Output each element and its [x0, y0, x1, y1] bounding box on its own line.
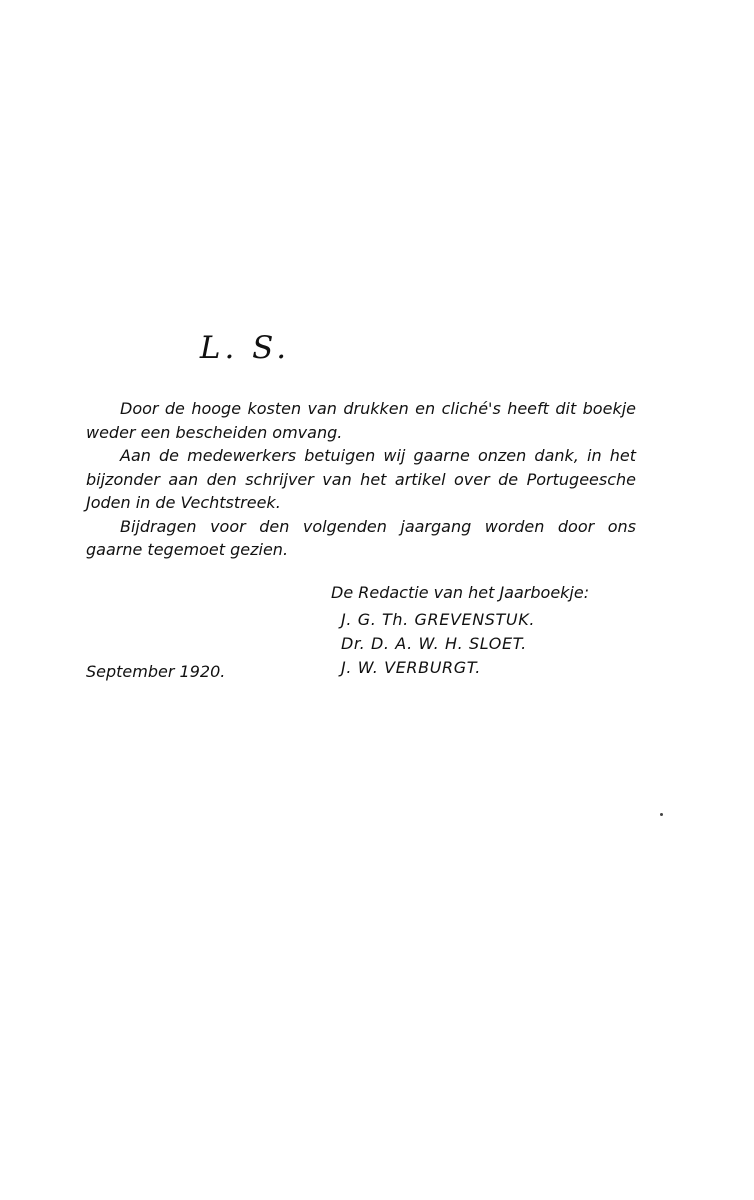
paragraph-contributions: Bijdragen voor den volgenden jaargang worden door ons gaarne tegemoet gezien.	[86, 516, 636, 559]
editor-name: Dr. D. A. W. H. SLOET.	[341, 634, 527, 653]
editor-name: J. W. VERBURGT.	[341, 658, 481, 677]
signature-intro: De Redactie van het Jaarboekje:	[331, 583, 590, 602]
date-line: September 1920.	[86, 662, 226, 681]
paragraph-costs: Door de hooge kosten van drukken en cliché's heeft dit boekje weder een bescheiden omvang.	[86, 399, 636, 442]
signature-block	[331, 581, 589, 680]
paragraph-thanks: Aan de medewerkers betuigen wij gaarne onzen dank, in het bijzonder aan den schrijver van het artikel over de Portugeesche Joden in de Vechtstreek.	[86, 446, 636, 512]
editor-names	[341, 608, 589, 680]
body-text	[86, 397, 636, 562]
print-speck	[660, 813, 663, 816]
editor-name: J. G. Th. GREVENSTUK.	[341, 610, 536, 629]
page-heading: L. S.	[199, 330, 291, 366]
